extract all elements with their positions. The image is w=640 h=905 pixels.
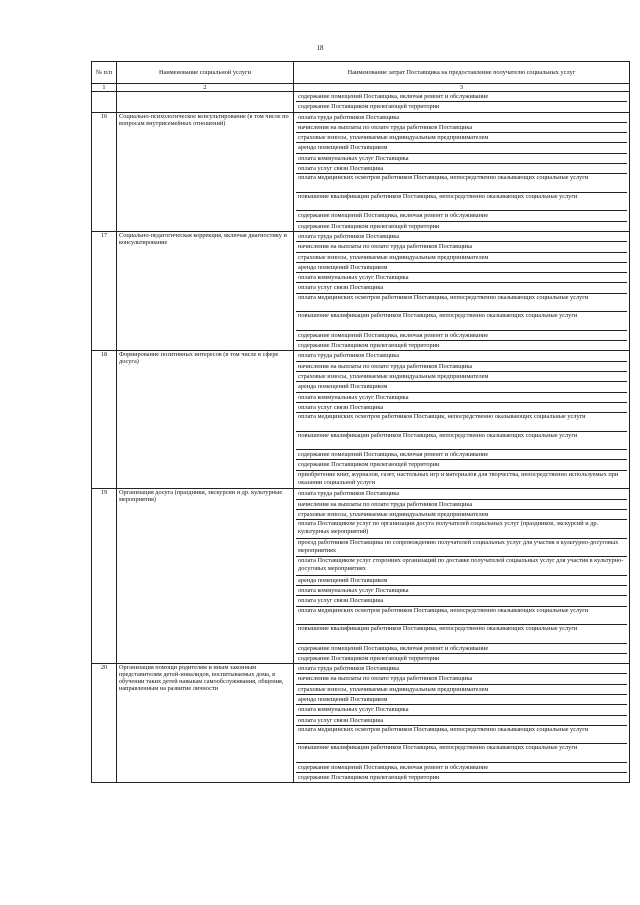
row-number: 20 bbox=[92, 664, 117, 783]
cost-items bbox=[294, 664, 630, 783]
cost-item: содержание Поставщиком прилегающей территории bbox=[298, 342, 440, 350]
cost-items bbox=[294, 112, 630, 231]
cost-items bbox=[294, 92, 630, 113]
column-number: 2 bbox=[117, 84, 294, 92]
cost-item: оплата труда работников Поставщика bbox=[296, 489, 627, 499]
cost-item: содержание помещений Поставщика, включая ремонт и обслуживание bbox=[296, 211, 627, 221]
cost-item: начисления на выплаты по оплате труда работников Поставщика bbox=[296, 242, 627, 252]
cost-item: оплата коммунальных услуг Поставщика bbox=[296, 154, 627, 164]
cost-item: содержание Поставщиком прилегающей территории bbox=[298, 774, 440, 782]
cost-item: оплата коммунальных услуг Поставщика bbox=[296, 586, 627, 596]
cost-item: содержание помещений Поставщика, включая ремонт и обслуживание bbox=[296, 763, 627, 773]
cost-item: страховые взносы, уплачиваемые индивидуальным предпринимателем bbox=[296, 510, 627, 520]
cost-item: начисления на выплаты по оплате труда работников Поставщика bbox=[296, 123, 627, 133]
service-name: Социально-педагогическая коррекция, включая диагностику и консультирование bbox=[117, 231, 294, 350]
cost-item: оплата труда работников Поставщика bbox=[296, 351, 627, 361]
column-number: 1 bbox=[92, 84, 117, 92]
cost-item: аренда помещений Поставщиком bbox=[296, 143, 627, 153]
cost-item: страховые взносы, уплачиваемые индивидуальным предпринимателем bbox=[296, 685, 627, 695]
cost-item: аренда помещений Поставщиком bbox=[296, 576, 627, 586]
header-number: № п/п bbox=[92, 62, 117, 84]
cost-item: повышение квалификации работников Поставщика, непосредственно оказывающих социальные услуги bbox=[296, 193, 627, 212]
cost-item: повышение квалификации работников Поставщика, непосредственно оказывающих социальные услуги bbox=[296, 312, 627, 331]
cost-item: содержание помещений Поставщика, включая ремонт и обслуживание bbox=[296, 450, 627, 460]
cost-item: страховые взносы, уплачиваемые индивидуальным предпринимателем bbox=[296, 133, 627, 143]
service-row bbox=[92, 489, 630, 664]
cost-table bbox=[91, 61, 630, 783]
cost-item: содержание Поставщиком прилегающей территории bbox=[298, 654, 440, 662]
service-row bbox=[92, 112, 630, 231]
cost-item: повышение квалификации работников Поставщика, непосредственно оказывающих социальные услуги bbox=[296, 432, 627, 451]
cost-items bbox=[294, 231, 630, 350]
cost-item: оплата медицинских осмотров работников Поставщика, непосредственно оказывающих социальные услуги bbox=[296, 607, 627, 626]
service-row bbox=[92, 664, 630, 783]
header-service: Наименование социальной услуги bbox=[117, 62, 294, 84]
service-name: Организация помощи родителям и иным законным представителям детей-инвалидов, воспитываемых дома, в обучении таких детей навыкам самообслуживания, общения, направленным на развитие личности bbox=[117, 664, 294, 783]
cost-item: начисления на выплаты по оплате труда работников Поставщика bbox=[296, 362, 627, 372]
cost-item: оплата медицинских осмотров работников Поставщик, непосредственно оказывающих социальные услуги bbox=[296, 413, 627, 432]
row-number: 17 bbox=[92, 231, 117, 350]
header-costs: Наименование затрат Поставщика на предоставление получателю социальных услуг bbox=[294, 62, 630, 84]
cost-item: оплата труда работников Поставщика bbox=[296, 232, 627, 242]
row-number bbox=[92, 92, 117, 113]
row-number: 16 bbox=[92, 112, 117, 231]
cost-item: содержание Поставщиком прилегающей территории bbox=[298, 103, 440, 111]
cost-item: содержание Поставщиком прилегающей территории bbox=[296, 460, 627, 470]
cost-item: проезд работников Поставщика по сопровождению получателей социальных услуг для участия в культурно-досуговых мероприятиях bbox=[296, 539, 627, 558]
cost-item: страховые взносы, уплачиваемые индивидуальным предпринимателем bbox=[296, 372, 627, 382]
cost-item: оплата услуг связи Поставщика bbox=[296, 283, 627, 293]
cost-items bbox=[294, 351, 630, 489]
cost-item: страховые взносы, уплачиваемые индивидуальным предпринимателем bbox=[296, 253, 627, 263]
cost-item: оплата медицинских осмотров работников Поставщика, непосредственно оказывающих социальные услуги bbox=[296, 294, 627, 313]
cost-item: содержание Поставщиком прилегающей территории bbox=[298, 222, 440, 230]
service-name: Формирование позитивных интересов (в том числе в сфере досуга) bbox=[117, 351, 294, 489]
cost-item: содержание помещений Поставщика, включая ремонт и обслуживание bbox=[296, 331, 627, 341]
table-header-row bbox=[92, 62, 630, 84]
cost-item: приобретение книг, журналов, газет, настольных игр и материалов для творчества, непосредственно используемых при оказании социальной услуги bbox=[298, 470, 619, 487]
cost-item: оплата услуг связи Поставщика bbox=[296, 164, 627, 174]
cost-item: оплата коммунальных услуг Поставщика bbox=[296, 273, 627, 283]
cost-item: оплата услуг связи Поставщика bbox=[296, 403, 627, 413]
cost-item: аренда помещений Поставщиком bbox=[296, 263, 627, 273]
cost-item: оплата медицинских осмотров работников Поставщика, непосредственно оказывающих социальные услуги bbox=[296, 726, 627, 745]
cost-item: оплата Поставщиком услуг сторонних организаций по доставке получателей социальных услуг для участия в культурно-досуговых мероприятиях bbox=[296, 557, 627, 576]
cost-item: оплата услуг связи Поставщика bbox=[296, 596, 627, 606]
cost-item: начисления на выплаты по оплате труда работников Поставщика bbox=[296, 674, 627, 684]
service-name: Организация досуга (праздники, экскурсии и др. культурные мероприятия) bbox=[117, 489, 294, 664]
row-number: 18 bbox=[92, 351, 117, 489]
cost-item: оплата коммунальных услуг Поставщика bbox=[296, 393, 627, 403]
cost-item: содержание помещений Поставщика, включая ремонт и обслуживание bbox=[296, 644, 627, 654]
service-row bbox=[92, 351, 630, 489]
column-number: 3 bbox=[294, 84, 630, 92]
cost-item: оплата коммунальных услуг Поставщика bbox=[296, 705, 627, 715]
cost-item: содержание помещений Поставщика, включая ремонт и обслуживание bbox=[296, 92, 627, 102]
cost-item: оплата труда работников Поставщика bbox=[296, 664, 627, 674]
service-name: Социально-психологическое консультирование (в том числе по вопросам внутрисемейных отношений) bbox=[117, 112, 294, 231]
cost-item: аренда помещений Поставщиком bbox=[296, 695, 627, 705]
cost-items bbox=[294, 489, 630, 664]
cost-item: аренда помещений Поставщиком bbox=[296, 382, 627, 392]
cost-item: оплата Поставщиком услуг по организации досуга получателей социальных услуг (праздников, экскурсий и др. культурных мероприятий) bbox=[296, 520, 627, 539]
column-numbers-row bbox=[92, 84, 630, 92]
page-number: 18 bbox=[316, 44, 324, 52]
cost-item: оплата услуг связи Поставщика bbox=[296, 716, 627, 726]
service-name bbox=[117, 92, 294, 113]
cost-item: начисления на выплаты по оплате труда работников Поставщика bbox=[296, 500, 627, 510]
row-number: 19 bbox=[92, 489, 117, 664]
cost-item: повышение квалификации работников Поставщика, непосредственно оказывающих социальные услуги bbox=[296, 744, 627, 763]
cost-item: оплата медицинских осмотров работников Поставщика, непосредственно оказывающих социальные услуги bbox=[296, 174, 627, 193]
cost-item: повышение квалификации работников Поставщика, непосредственно оказывающих социальные услуги bbox=[296, 625, 627, 644]
carry-over-row bbox=[92, 92, 630, 113]
service-row bbox=[92, 231, 630, 350]
cost-item: оплата труда работников Поставщика bbox=[296, 113, 627, 123]
